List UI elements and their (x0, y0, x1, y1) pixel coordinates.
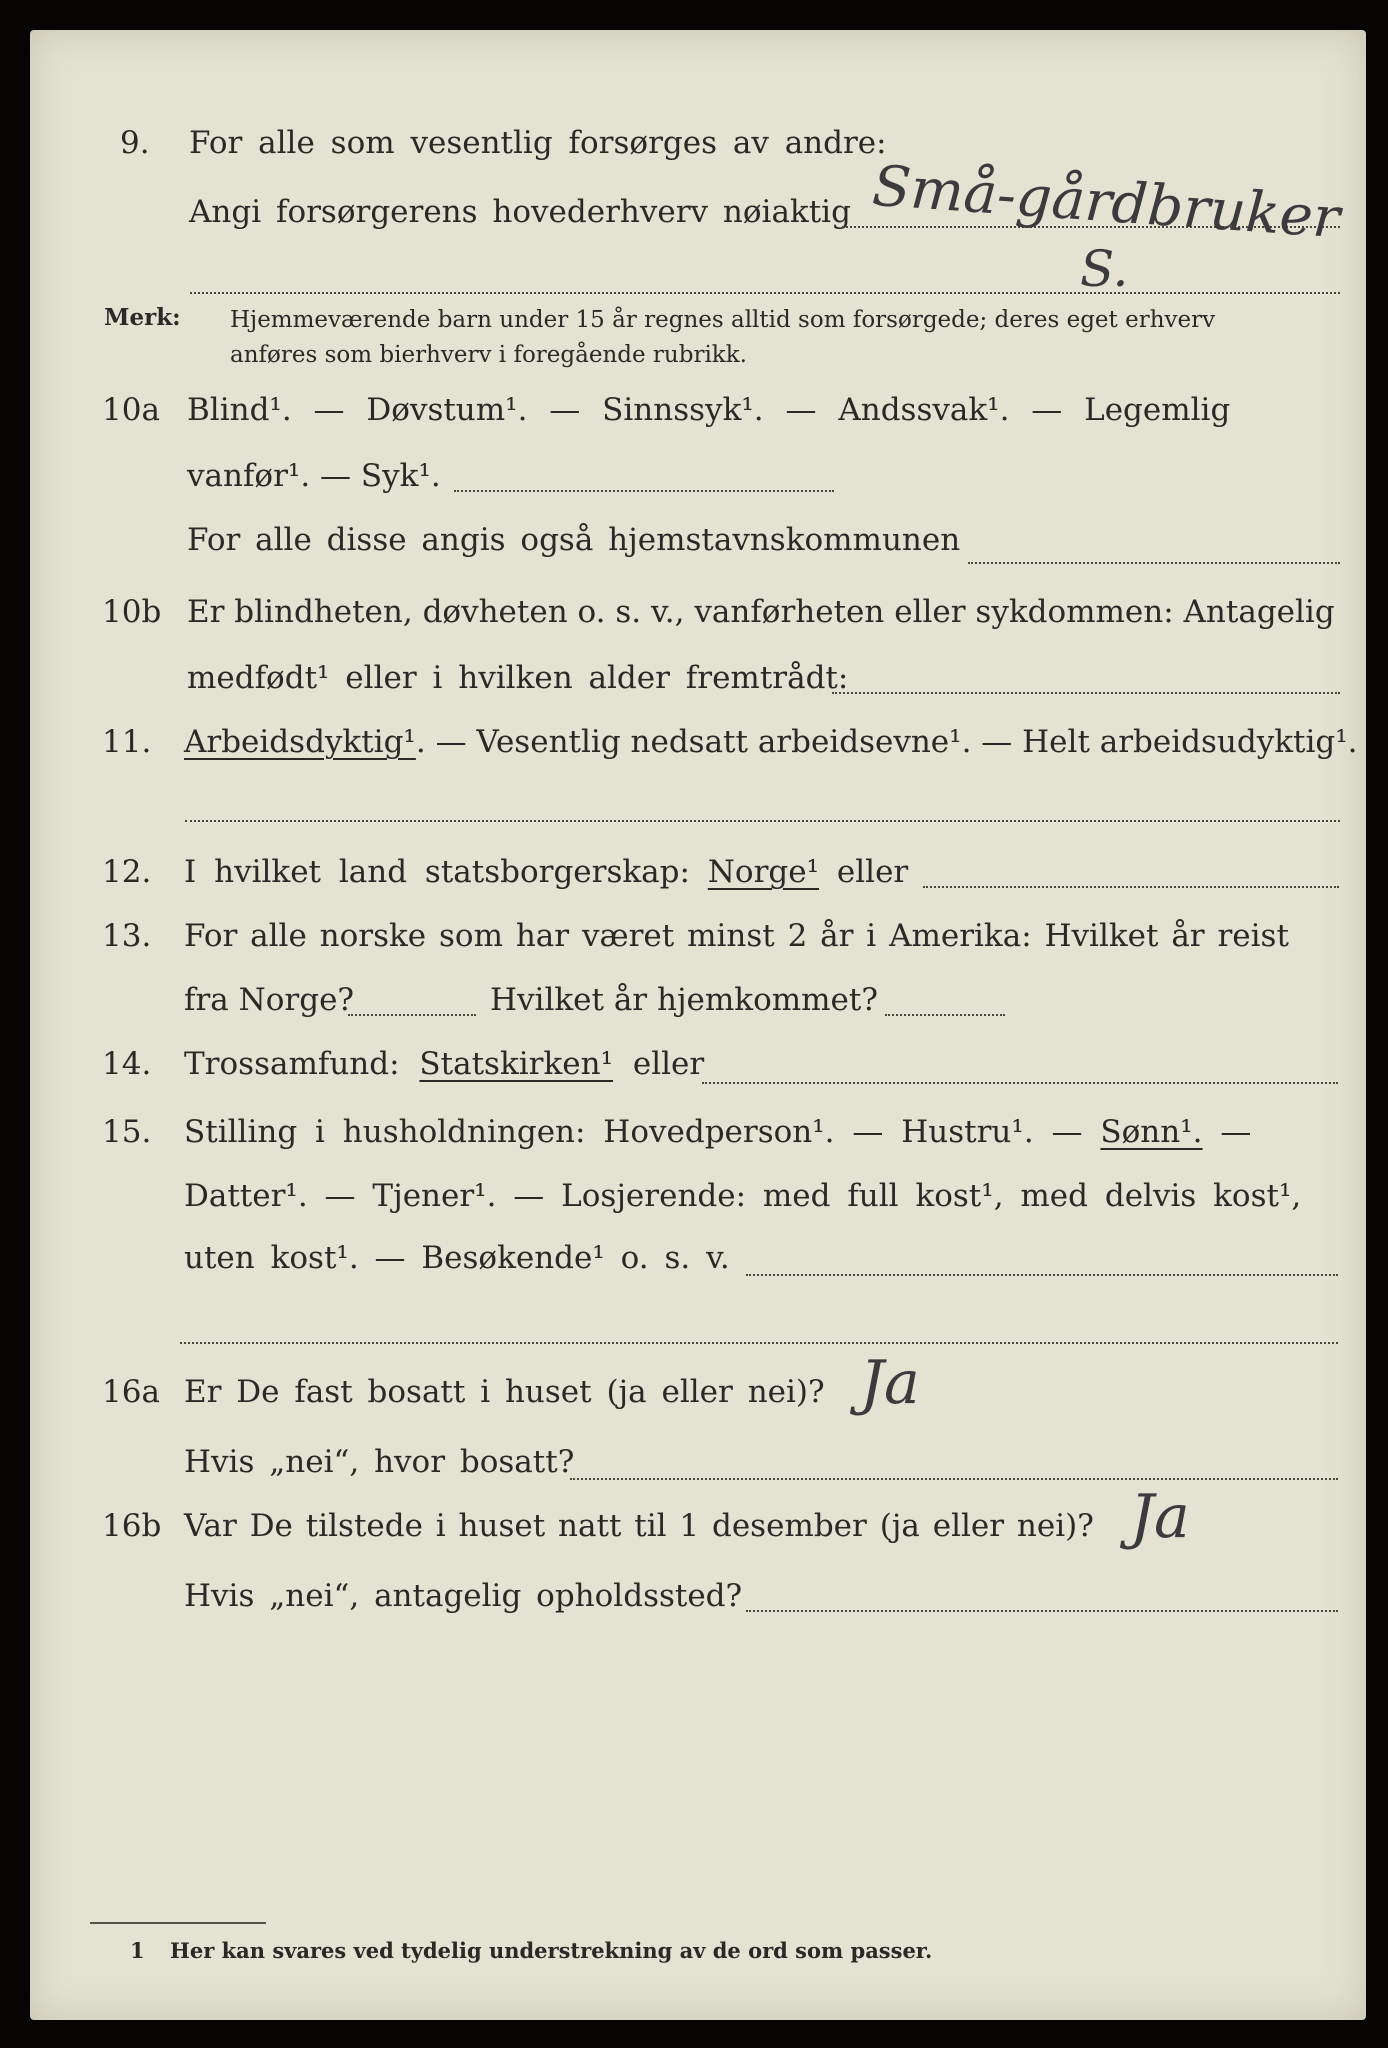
q11-text (184, 722, 1358, 762)
q15-line3: uten kost¹. — Besøkende¹ o. s. v. (184, 1240, 730, 1276)
q15-line1a: Stilling i husholdningen: Hovedperson¹. — Hustru¹. — (184, 1114, 1083, 1150)
q9-handwritten-answer-2: S. (1080, 240, 1129, 298)
q11-rest: . — Vesentlig nedsatt arbeidsevne¹. — Helt arbeidsudyktig¹. (415, 724, 1358, 760)
q11-underlined-answer: Arbeidsdyktig¹ (184, 724, 416, 760)
merk-line2: anføres som bierhverv i foregående rubrikk. (230, 342, 747, 368)
q11-extra-line (185, 820, 1340, 822)
q10b-alder-line (832, 692, 1340, 694)
q13-reist-line (348, 1014, 476, 1016)
q10a-syk-line (454, 490, 834, 492)
q14-underlined-answer: Statskirken¹ (419, 1046, 613, 1082)
q12-number: 12. (102, 854, 152, 890)
q9-extra-line (190, 292, 1340, 294)
q14-part2: eller (632, 1046, 705, 1082)
q16b-line2: Hvis „nei“, antagelig opholdssted? (184, 1578, 743, 1614)
q15-line2: Datter¹. — Tjener¹. — Losjerende: med full kost¹, med delvis kost¹, (184, 1178, 1302, 1214)
q13-line2a: fra Norge? (184, 982, 355, 1018)
merk-label: Merk: (104, 304, 181, 331)
q13-hjem-line (885, 1014, 1005, 1016)
footnote-text: Her kan svares ved tydelig understrekning av de ord som passer. (170, 1938, 933, 1963)
q16b-opholdssted-line (746, 1610, 1338, 1612)
q15-line1 (184, 1112, 1251, 1152)
q16a-handwritten-answer: Ja (860, 1348, 920, 1418)
q16a-bosatt-line (570, 1478, 1338, 1480)
q11-number: 11. (102, 724, 152, 760)
q14-other-line (702, 1082, 1338, 1084)
q12-part2: eller (836, 854, 909, 890)
q12-other-line (923, 886, 1339, 888)
q10a-number: 10a (102, 392, 160, 428)
q10b-number: 10b (102, 594, 162, 630)
q15-number: 15. (102, 1114, 152, 1150)
q10a-kommune-line (968, 562, 1340, 564)
q13-line2b: Hvilket år hjemkommet? (490, 982, 878, 1018)
q12-text (184, 852, 908, 892)
q15-line1b: — (1220, 1114, 1252, 1150)
q9-handwritten-answer: Små-gårdbruker (870, 153, 1342, 252)
q10a-line2: vanfør¹. — Syk¹. (187, 458, 441, 494)
q16b-number: 16b (102, 1508, 162, 1544)
census-form-page (30, 30, 1366, 2020)
q13-number: 13. (102, 918, 152, 954)
q10a-line1: Blind¹. — Døvstum¹. — Sinnssyk¹. — Andssvak¹. — Legemlig (187, 392, 1231, 428)
q15-other-line (746, 1274, 1338, 1276)
q16a-number: 16a (102, 1374, 160, 1410)
q13-line1: For alle norske som har været minst 2 år i Amerika: Hvilket år reist (184, 918, 1289, 954)
q16a-line2: Hvis „nei“, hvor bosatt? (184, 1444, 575, 1480)
q14-number: 14. (102, 1046, 152, 1082)
q16b-handwritten-answer: Ja (1130, 1482, 1190, 1552)
q10b-line1: Er blindheten, døvheten o. s. v., vanførheten eller sykdommen: Antagelig (187, 594, 1335, 630)
q10b-line2: medfødt¹ eller i hvilken alder fremtrådt: (187, 660, 849, 696)
q9-line1: For alle som vesentlig forsørges av andre: (189, 125, 887, 161)
merk-line1: Hjemmeværende barn under 15 år regnes alltid som forsørgede; deres eget erhverv (230, 307, 1216, 333)
q14-text (184, 1044, 704, 1084)
q15-extra-line (180, 1342, 1338, 1344)
q9-line2: Angi forsørgerens hovederhverv nøiaktig (189, 194, 851, 230)
footnote-rule (90, 1922, 266, 1924)
q12-underlined-answer: Norge¹ (707, 854, 820, 890)
q15-underlined-answer: Sønn¹. (1100, 1114, 1203, 1150)
footnote-mark: 1 (130, 1938, 145, 1963)
q12-part1: I hvilket land statsborgerskap: (184, 854, 690, 890)
q14-part1: Trossamfund: (184, 1046, 400, 1082)
q16a-line1: Er De fast bosatt i huset (ja eller nei)? (184, 1374, 825, 1410)
q9-number: 9. (120, 125, 150, 161)
q16b-line1: Var De tilstede i huset natt til 1 desember (ja eller nei)? (184, 1508, 1094, 1544)
q10a-line3: For alle disse angis også hjemstavnskommunen (187, 522, 961, 558)
